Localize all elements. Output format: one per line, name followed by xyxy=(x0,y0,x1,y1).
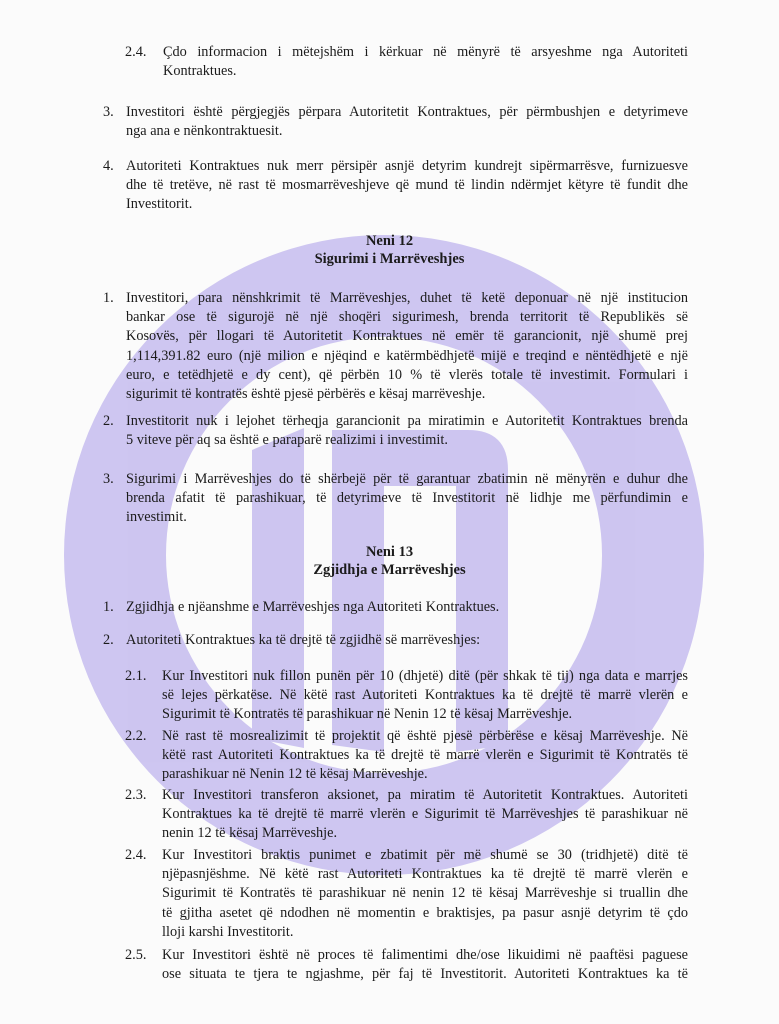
text-line: Investitori është përgjegjës përpara Autoritetit Kontraktues, për përmbushjen e detyrimeve xyxy=(126,104,688,120)
article-12-title: Sigurimi i Marrëveshjes xyxy=(314,251,465,267)
text-line: këtë rast Autoriteti Kontraktues ka të drejtë të marrë vlerën e Sigurimit të Kontratës të xyxy=(162,747,688,764)
text-line: lloji karshi Investitorit. xyxy=(162,923,294,940)
article-13-title: Zgjidhja e Marrëveshjes xyxy=(313,562,466,578)
article-12-paragraph-1 xyxy=(126,289,688,404)
text-line: Investitorit nuk i lejohet tërheqja garancionit pa miratimin e Autoritetit Kontraktues brenda xyxy=(126,413,688,429)
text-line: Kur Investitori transferon aksionet, pa miratim të Autoritetit Kontraktues. Autoriteti xyxy=(162,787,688,803)
article-13-paragraph-1: Zgjidhja e njëanshme e Marrëveshjes nga Autoriteti Kontraktues. xyxy=(126,599,500,615)
text-line: së lejes përkatëse. Në këtë rast Autoriteti Kontraktues ka të drejtë të marrë vlerën e xyxy=(162,687,688,704)
clause-2-5 xyxy=(162,946,688,984)
item-number: 4. xyxy=(103,158,114,174)
text-line: Sigurimi i Marrëveshjes do të shërbejë për të garantuar zbatimin në mënyrën e duhur dhe xyxy=(126,471,688,487)
text-line: Kur Investitori është në proces të falimentimi dhe/ose likuidimi në paaftësi paguese xyxy=(162,947,688,963)
paragraph-4 xyxy=(126,157,688,215)
clause-2-3 xyxy=(162,786,688,844)
clause-2-1 xyxy=(162,667,688,725)
text-line: brenda afatit të parashikuar, të detyrimeve të Investitorit në lidhje me përfundimin e xyxy=(126,490,688,507)
paragraph-3 xyxy=(126,103,688,141)
text-line: Në rast të mosrealizimit të projektit që është pjesë përbërëse e kësaj Marrëveshje. Në xyxy=(162,728,688,744)
text-line: Kontraktues. xyxy=(163,63,237,80)
text-line: investimit. xyxy=(126,509,187,526)
text-line: të gjitha asetet që ndodhen në momentin e braktisjes, pa pasur asnjë detyrim të çdo xyxy=(162,904,688,921)
item-number: 2. xyxy=(103,632,114,648)
item-number: 3. xyxy=(103,471,114,487)
text-line: Çdo informacion i mëtejshëm i kërkuar në mënyrë të arsyeshme nga Autoriteti xyxy=(163,44,688,60)
item-number: 2.1. xyxy=(125,668,147,684)
text-line: Autoriteti Kontraktues nuk merr përsipër asnjë detyrim kundrejt sipërmarrësve, furnizuesve xyxy=(126,158,688,174)
item-number: 2.2. xyxy=(125,728,147,744)
text-line: Kontraktues ka të drejtë të marrë vlerën e Sigurimit të Marrëveshjes të parashikuar në xyxy=(162,806,688,823)
item-number: 2.4. xyxy=(125,847,147,863)
item-number: 2.5. xyxy=(125,947,147,963)
text-line: 1,114,391.82 euro (një milion e njëqind e katërmbëdhjetë mijë e treqind e nëntëdhjetë e një xyxy=(126,347,688,364)
item-number: 1. xyxy=(103,599,114,615)
text-line: ose situata te tjera te ngjashme, për faj të Investitorit. Autoriteti Kontraktues ka të xyxy=(162,966,688,983)
text-line: Kosovës, për llogari të Autoritetit Kontraktues në emër të garancionit, një shumë prej xyxy=(126,328,688,345)
item-number: 2. xyxy=(103,413,114,429)
clause-2-2 xyxy=(162,727,688,785)
item-number: 1. xyxy=(103,290,114,306)
text-line: bankar ose të sigurojë në një shoqëri sigurimesh, brenda territorit të Republikës së xyxy=(126,309,688,326)
text-line: Sigurimit të Kontratës të parashikuar në nenin 12 të kësaj Marrëveshje si truallin dhe xyxy=(162,885,688,902)
item-number: 2.4. xyxy=(125,44,147,60)
item-number: 2.3. xyxy=(125,787,147,803)
text-line: Sigurimit të Kontratës të parashikuar në Nenin 12 të kësaj Marrëveshje. xyxy=(162,706,573,723)
article-13-heading: Neni 13 xyxy=(365,544,414,560)
paragraph-2-4 xyxy=(163,43,688,81)
text-line: dhe të tretëve, në rast të mosmarrëveshjeve që mund të lindin ndërmjet këtyre të fundit dhe xyxy=(126,177,688,194)
text-line: Investitori, para nënshkrimit të Marrëveshjes, duhet të ketë deponuar në një institucion xyxy=(126,290,688,306)
article-13-paragraph-2: Autoriteti Kontraktues ka të drejtë të zgjidhë së marrëveshjes: xyxy=(126,632,481,648)
article-12-heading: Neni 12 xyxy=(365,233,414,249)
text-line: Kur Investitori nuk fillon punën për 10 (dhjetë) ditë (për shkak të tij) nga data e marrjes xyxy=(162,668,688,684)
text-line: euro, e tetëdhjetë e dy cent), që përbën 10 % të vlerës totale të investimit. Formulari i xyxy=(126,366,688,383)
text-line: nga ana e nënkontraktuesit. xyxy=(126,123,283,140)
text-line: nenin 12 të kësaj Marrëveshje. xyxy=(162,825,338,842)
text-line: 5 viteve për aq sa është e paraparë realizimi i investimit. xyxy=(126,432,448,449)
text-line: parashikuar në Nenin 12 të kësaj Marrëveshje. xyxy=(162,766,428,783)
text-line: sigurimit të kontratës është pjesë përbërës e kësaj marrëveshje. xyxy=(126,386,486,403)
item-number: 3. xyxy=(103,104,114,120)
article-12-paragraph-2 xyxy=(126,412,688,450)
article-12-paragraph-3 xyxy=(126,470,688,528)
text-line: njëpasnjëshme. Në këtë rast Autoriteti Kontraktues ka të drejtë të marrë vlerën e xyxy=(162,866,688,883)
text-line: Investitorit. xyxy=(126,196,193,213)
clause-2-4 xyxy=(162,846,688,942)
text-line: Kur Investitori braktis punimet e zbatimit për më shumë se 30 (tridhjetë) ditë të xyxy=(162,847,688,863)
